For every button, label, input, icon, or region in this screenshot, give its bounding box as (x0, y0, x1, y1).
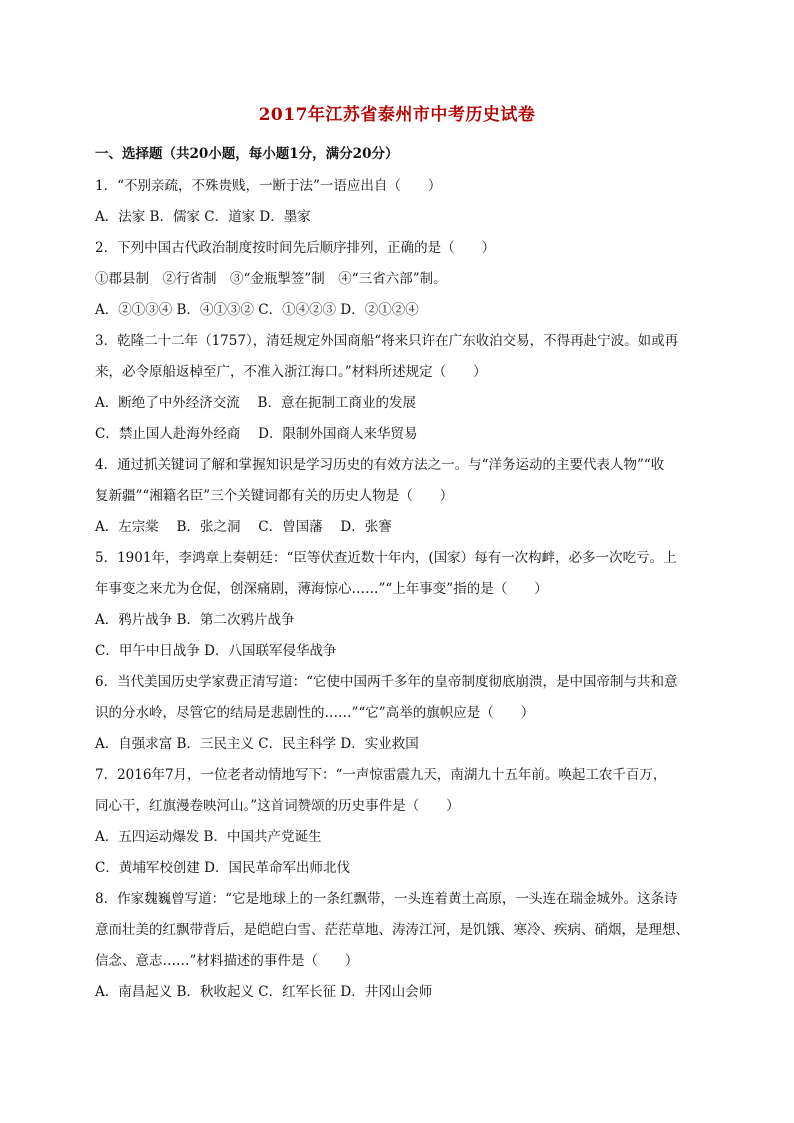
question-stem-line: 年事变之来尤为仓促，创深痛剧，薄海惊心……”“上年事变”指的是（ ） (95, 581, 548, 597)
question-options (95, 299, 699, 321)
question-stem-line: 来，必令原船返棹至广，不准入浙江海口。”材料所述规定（ ） (95, 364, 487, 380)
question-options (95, 392, 699, 445)
question-options (95, 206, 699, 228)
question-list (95, 175, 699, 1003)
question-3 (95, 330, 699, 445)
question-options (95, 516, 699, 538)
question-stem-line: 2．下列中国古代政治制度按时间先后顺序排列，正确的是（ ） (95, 240, 496, 256)
option-line: A．左宗棠 B．张之洞 C．曾国藩 D．张謇 (95, 519, 392, 535)
question-stem-line: 1．“不别亲疏，不殊贵贱，一断于法”一语应出自（ ） (95, 178, 442, 194)
question-stem-line: 信念、意志……”材料描述的事件是（ ） (95, 953, 359, 969)
option-line: A．法家 B．儒家 C．道家 D．墨家 (95, 209, 311, 225)
exam-title: 2017年江苏省泰州市中考历史试卷 (258, 105, 536, 125)
question-1 (95, 175, 699, 228)
option-line: A．②①③④ B．④①③② C．①④②③ D．②①②④ (95, 302, 419, 318)
question-options (95, 826, 699, 879)
question-stem-line: ①郡县制 ②行省制 ③“金瓶掣签”制 ④“三省六部”制。 (95, 271, 447, 287)
option-line: C．甲午中日战争 D．八国联军侵华战争 (95, 643, 337, 659)
question-stem-line: 7．2016年7月，一位老者动情地写下：“一声惊雷震九天，南湖九十五年前。唤起工农千百万， (95, 767, 667, 783)
option-line: A．南昌起义 B．秋收起义 C．红军长征 D．井冈山会师 (95, 984, 433, 1000)
question-stem-line: 识的分水岭，尽管它的结局是悲剧性的……”“它”高举的旗帜应是（ ） (95, 705, 535, 721)
option-line: A．自强求富 B．三民主义 C．民主科学 D．实业救国 (95, 736, 419, 752)
question-stem-line: 5．1901年，李鸿章上奏朝廷：“臣等伏查近数十年内，(国家）每有一次构衅，必多一次吃亏。上 (95, 550, 677, 566)
question-5 (95, 547, 699, 662)
option-line: A．五四运动爆发 B．中国共产党诞生 (95, 829, 322, 845)
question-stem-line: 4．通过抓关键词了解和掌握知识是学习历史的有效方法之一。与“洋务运动的主要代表人物”“收 (95, 457, 665, 473)
question-6 (95, 671, 699, 755)
question-stem-line: 意而壮美的红飘带背后，是皑皑白雪、茫茫草地、涛涛江河，是饥饿、寒冷、疾病、硝烟，是理想、 (95, 922, 689, 938)
question-stem-line: 同心干，红旗漫卷映河山。”这首词赞颂的历史事件是（ ） (95, 798, 460, 814)
option-line: C．禁止国人赴海外经商 D．限制外国商人来华贸易 (95, 426, 418, 442)
question-4 (95, 454, 699, 538)
question-stem-line: 8．作家魏巍曾写道：“它是地球上的一条红飘带，一头连着黄土高原，一头连在瑞金城外。这条诗 (95, 891, 678, 907)
question-stem-line: 6．当代美国历史学家费正清写道：“它使中国两千多年的皇帝制度彻底崩溃，是中国帝制与共和意 (95, 674, 678, 690)
question-2 (95, 237, 699, 321)
option-line: C．黄埔军校创建 D．国民革命军出师北伐 (95, 860, 350, 876)
question-options (95, 733, 699, 755)
section-heading: 一、选择题（共20小题，每小题1分，满分20分） (95, 146, 399, 162)
question-options (95, 609, 699, 662)
question-7 (95, 764, 699, 879)
option-line: A．断绝了中外经济交流 B．意在扼制工商业的发展 (95, 395, 416, 411)
question-options (95, 981, 699, 1003)
question-8 (95, 888, 699, 1003)
option-line: A．鸦片战争 B．第二次鸦片战争 (95, 612, 295, 628)
question-stem-line: 复新疆”“湘籍名臣”三个关键词都有关的历史人物是（ ） (95, 488, 454, 504)
question-stem-line: 3．乾隆二十二年（1757），清廷规定外国商船“将来只许在广东收泊交易，不得再赴宁波。如或再 (95, 333, 679, 349)
